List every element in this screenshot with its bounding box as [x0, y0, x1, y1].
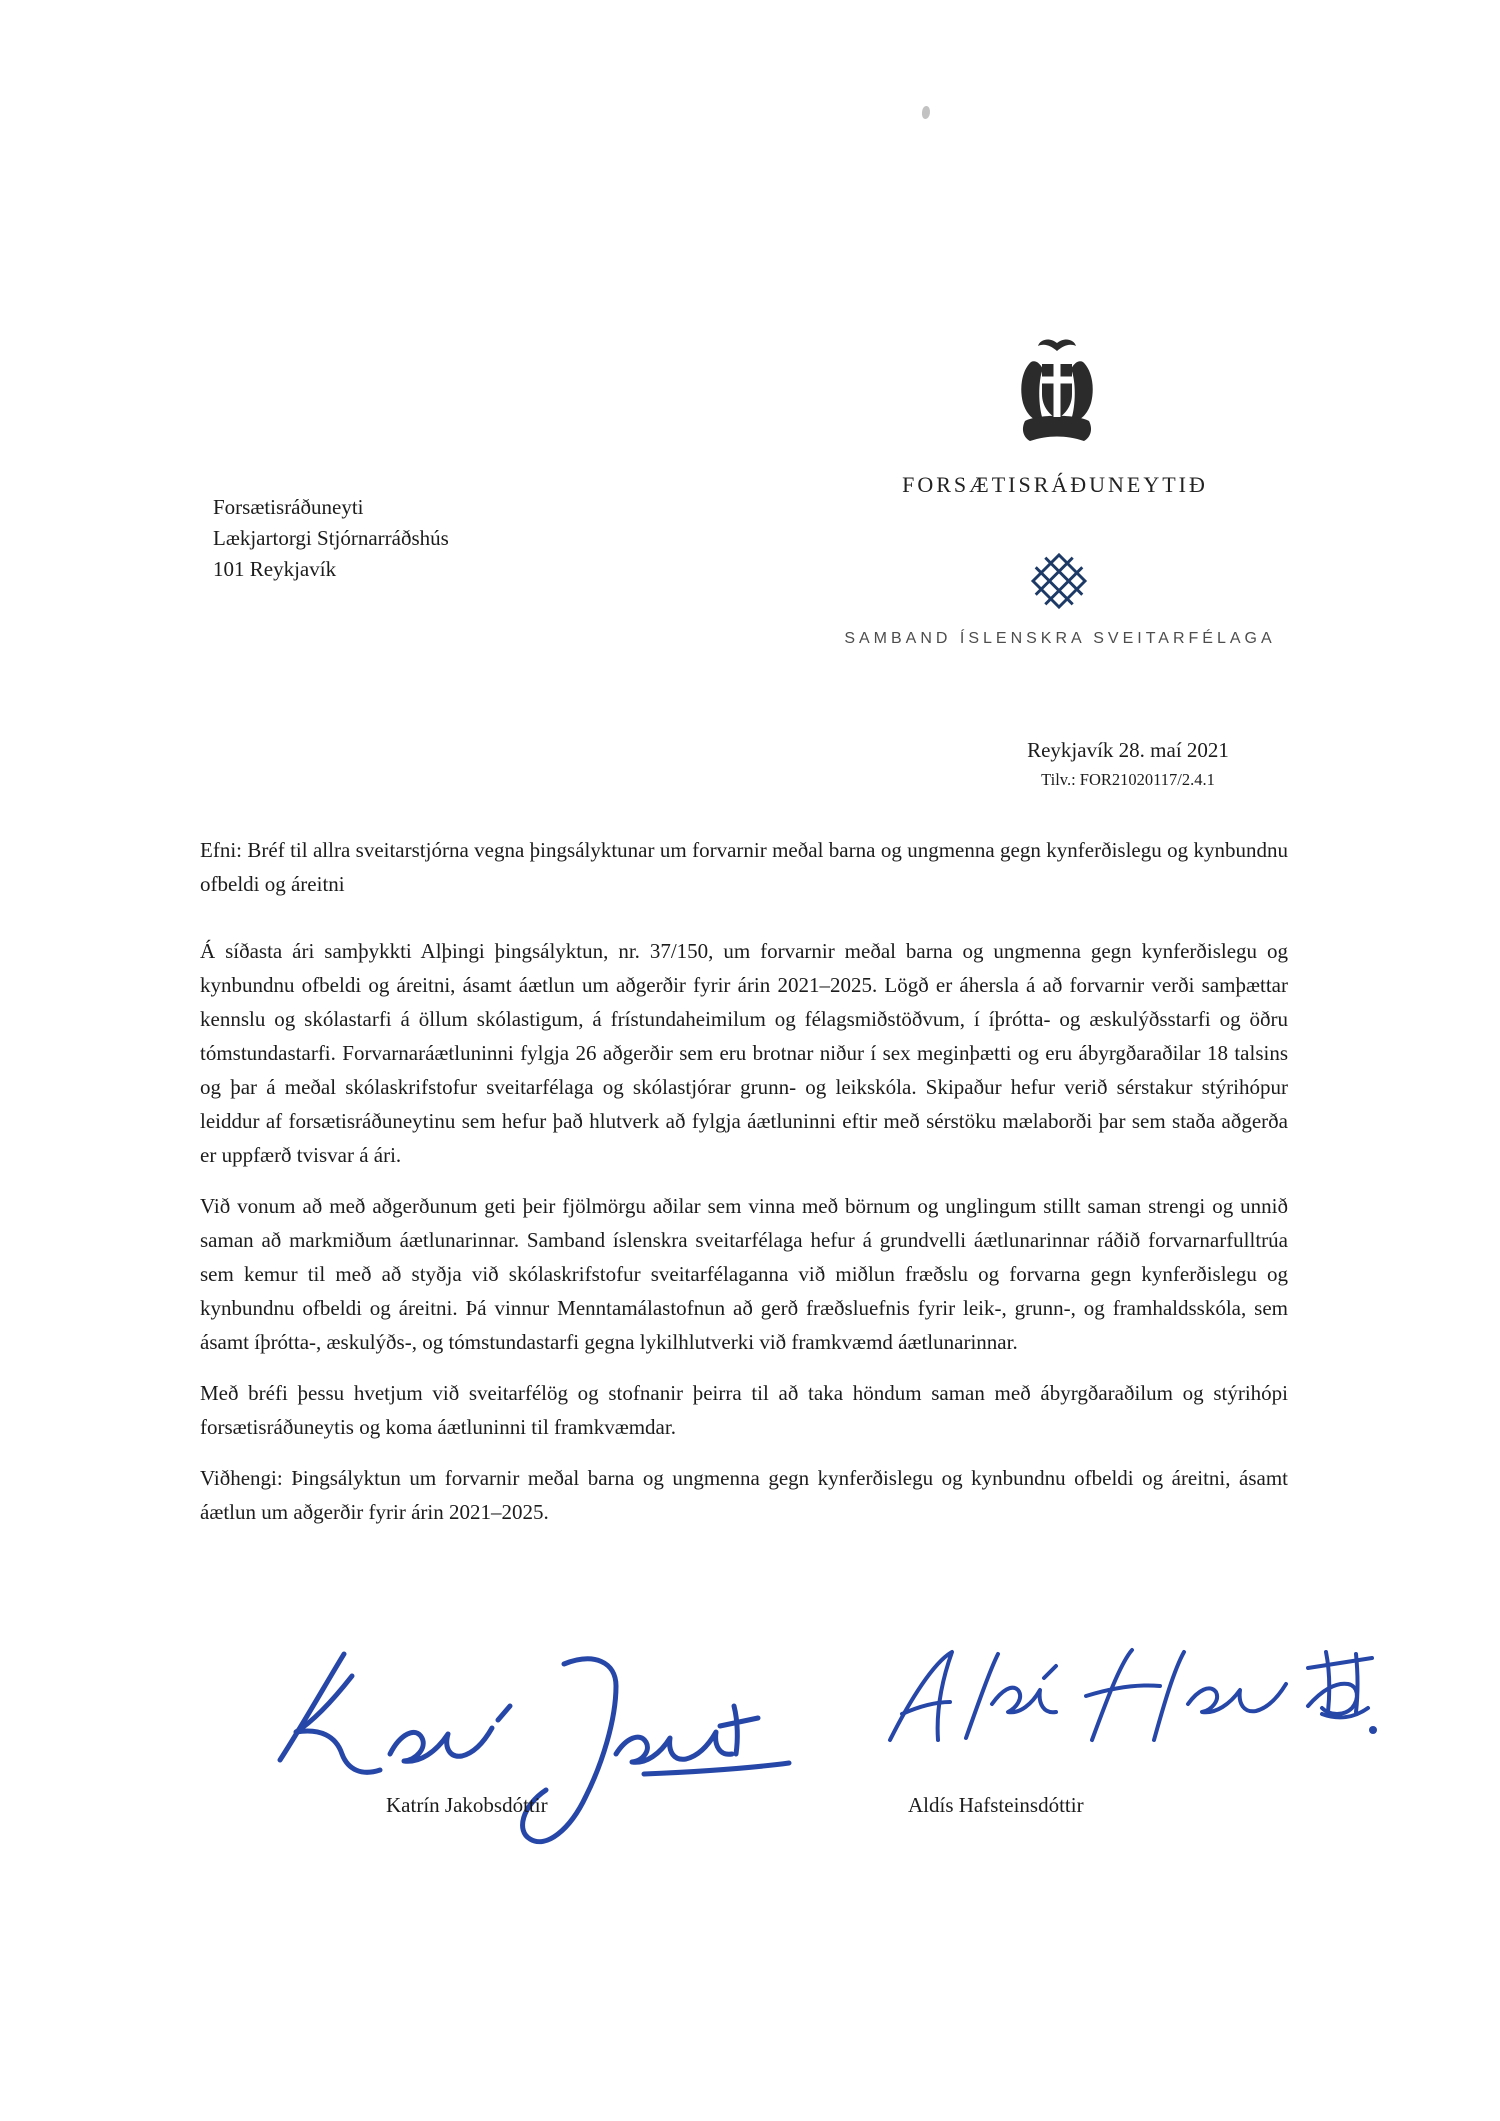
- attachment-note: Viðhengi: Þingsályktun um forvarnir meðal barna og ungmenna gegn kynferðislegu og kynbundnu ofbeldi og áreitni, ásamt áætlun um aðgerðir fyrir árin 2021–2025.: [200, 1466, 1288, 1524]
- coat-of-arms-icon: [1012, 336, 1102, 451]
- association-logo-icon: [1028, 550, 1090, 612]
- body-paragraph: Við vonum að með aðgerðunum geti þeir fjölmörgu aðilar sem vinna með börnum og unglingum stillt saman strengi og unnið saman að markmiðum áætlunarinnar. Samband íslenskra sveitarfélaga hefur á grundvelli áætlunarinnar ráðið forvarnarfulltrúa sem kemur til með að styðja við skólaskrifstofur sveitarfélaganna við miðlun fræðslu og forvarna gegn kynferðislegu og kynbundnu ofbeldi og áreitni. Þá vinnur Menntamálastofnun að gerð fræðsluefnis fyrir leik-, grunn-, og framhaldsskóla, sem ásamt íþrótta-, æskulýðs-, og tómstundastarfi gegna lykilhlutverki við framkvæmd áætlunarinnar.: [200, 1194, 1288, 1354]
- sender-line-1: Forsætisráðuneyti: [213, 495, 364, 519]
- body-paragraph: Með bréfi þessu hvetjum við sveitarfélög og stofnanir þeirra til að taka höndum saman með ábyrgðaraðilum og stýrihópi forsætisráðuneytis og koma áætluninni til framkvæmdar.: [200, 1381, 1288, 1439]
- body-paragraph: Á síðasta ári samþykkti Alþingi þingsályktun, nr. 37/150, um forvarnir meðal barna og ungmenna gegn kynferðislegu og kynbundnu ofbeldi og áreitni, ásamt áætlun um aðgerðir fyrir árin 2021–2025. Lögð er áhersla á að forvarnir verði samþættar kennslu og skólastarfi á öllum skólastigum, á frístundaheimilum og félagsmiðstöðvum, í íþrótta- og æskulýðsstarfi og öðru tómstundastarfi. Forvarnaráætluninni fylgja 26 aðgerðir sem eru brotnar niður í sex meginþætti og eru ábyrgðaraðilar 18 talsins og þar á meðal skólaskrifstofur sveitarfélaga og skólastjórar grunn- og leikskóla. Skipaður hefur verið sérstakur stýrihópur leiddur af forsætisráðuneytinu sem hefur það hlutverk að fylgja áætluninni eftir með sérstöku mælaborði þar sem staða aðgerða er uppfærð tvisvar á ári.: [200, 939, 1288, 1167]
- association-name: SAMBAND ÍSLENSKRA SVEITARFÉLAGA: [844, 630, 1276, 647]
- date-block: [990, 738, 1266, 790]
- ministry-header: FORSÆTISRÁÐUNEYTIÐ: [902, 472, 1208, 497]
- signature-katrin-icon: [262, 1642, 794, 1857]
- signatory-name-aldis: Aldís Hafsteinsdóttir: [908, 1793, 1084, 1817]
- letter-body: [200, 934, 1288, 1546]
- dateline: Reykjavík 28. maí 2021: [1027, 738, 1229, 762]
- sender-line-3: 101 Reykjavík: [213, 557, 337, 581]
- signatory-name-katrin: Katrín Jakobsdóttir: [386, 1793, 548, 1817]
- reference-number: Tilv.: FOR21020117/2.4.1: [1041, 770, 1215, 789]
- sender-line-2: Lækjartorgi Stjórnarráðshús: [213, 526, 449, 550]
- scan-artifact: [921, 106, 931, 120]
- sender-address-block: [213, 492, 449, 585]
- subject-line: Efni: Bréf til allra sveitarstjórna vegna þingsályktunar um forvarnir meðal barna og ungmenna gegn kynferðislegu og kynbundnu ofbeldi og áreitni: [200, 838, 1288, 896]
- signature-aldis-icon: [876, 1642, 1380, 1774]
